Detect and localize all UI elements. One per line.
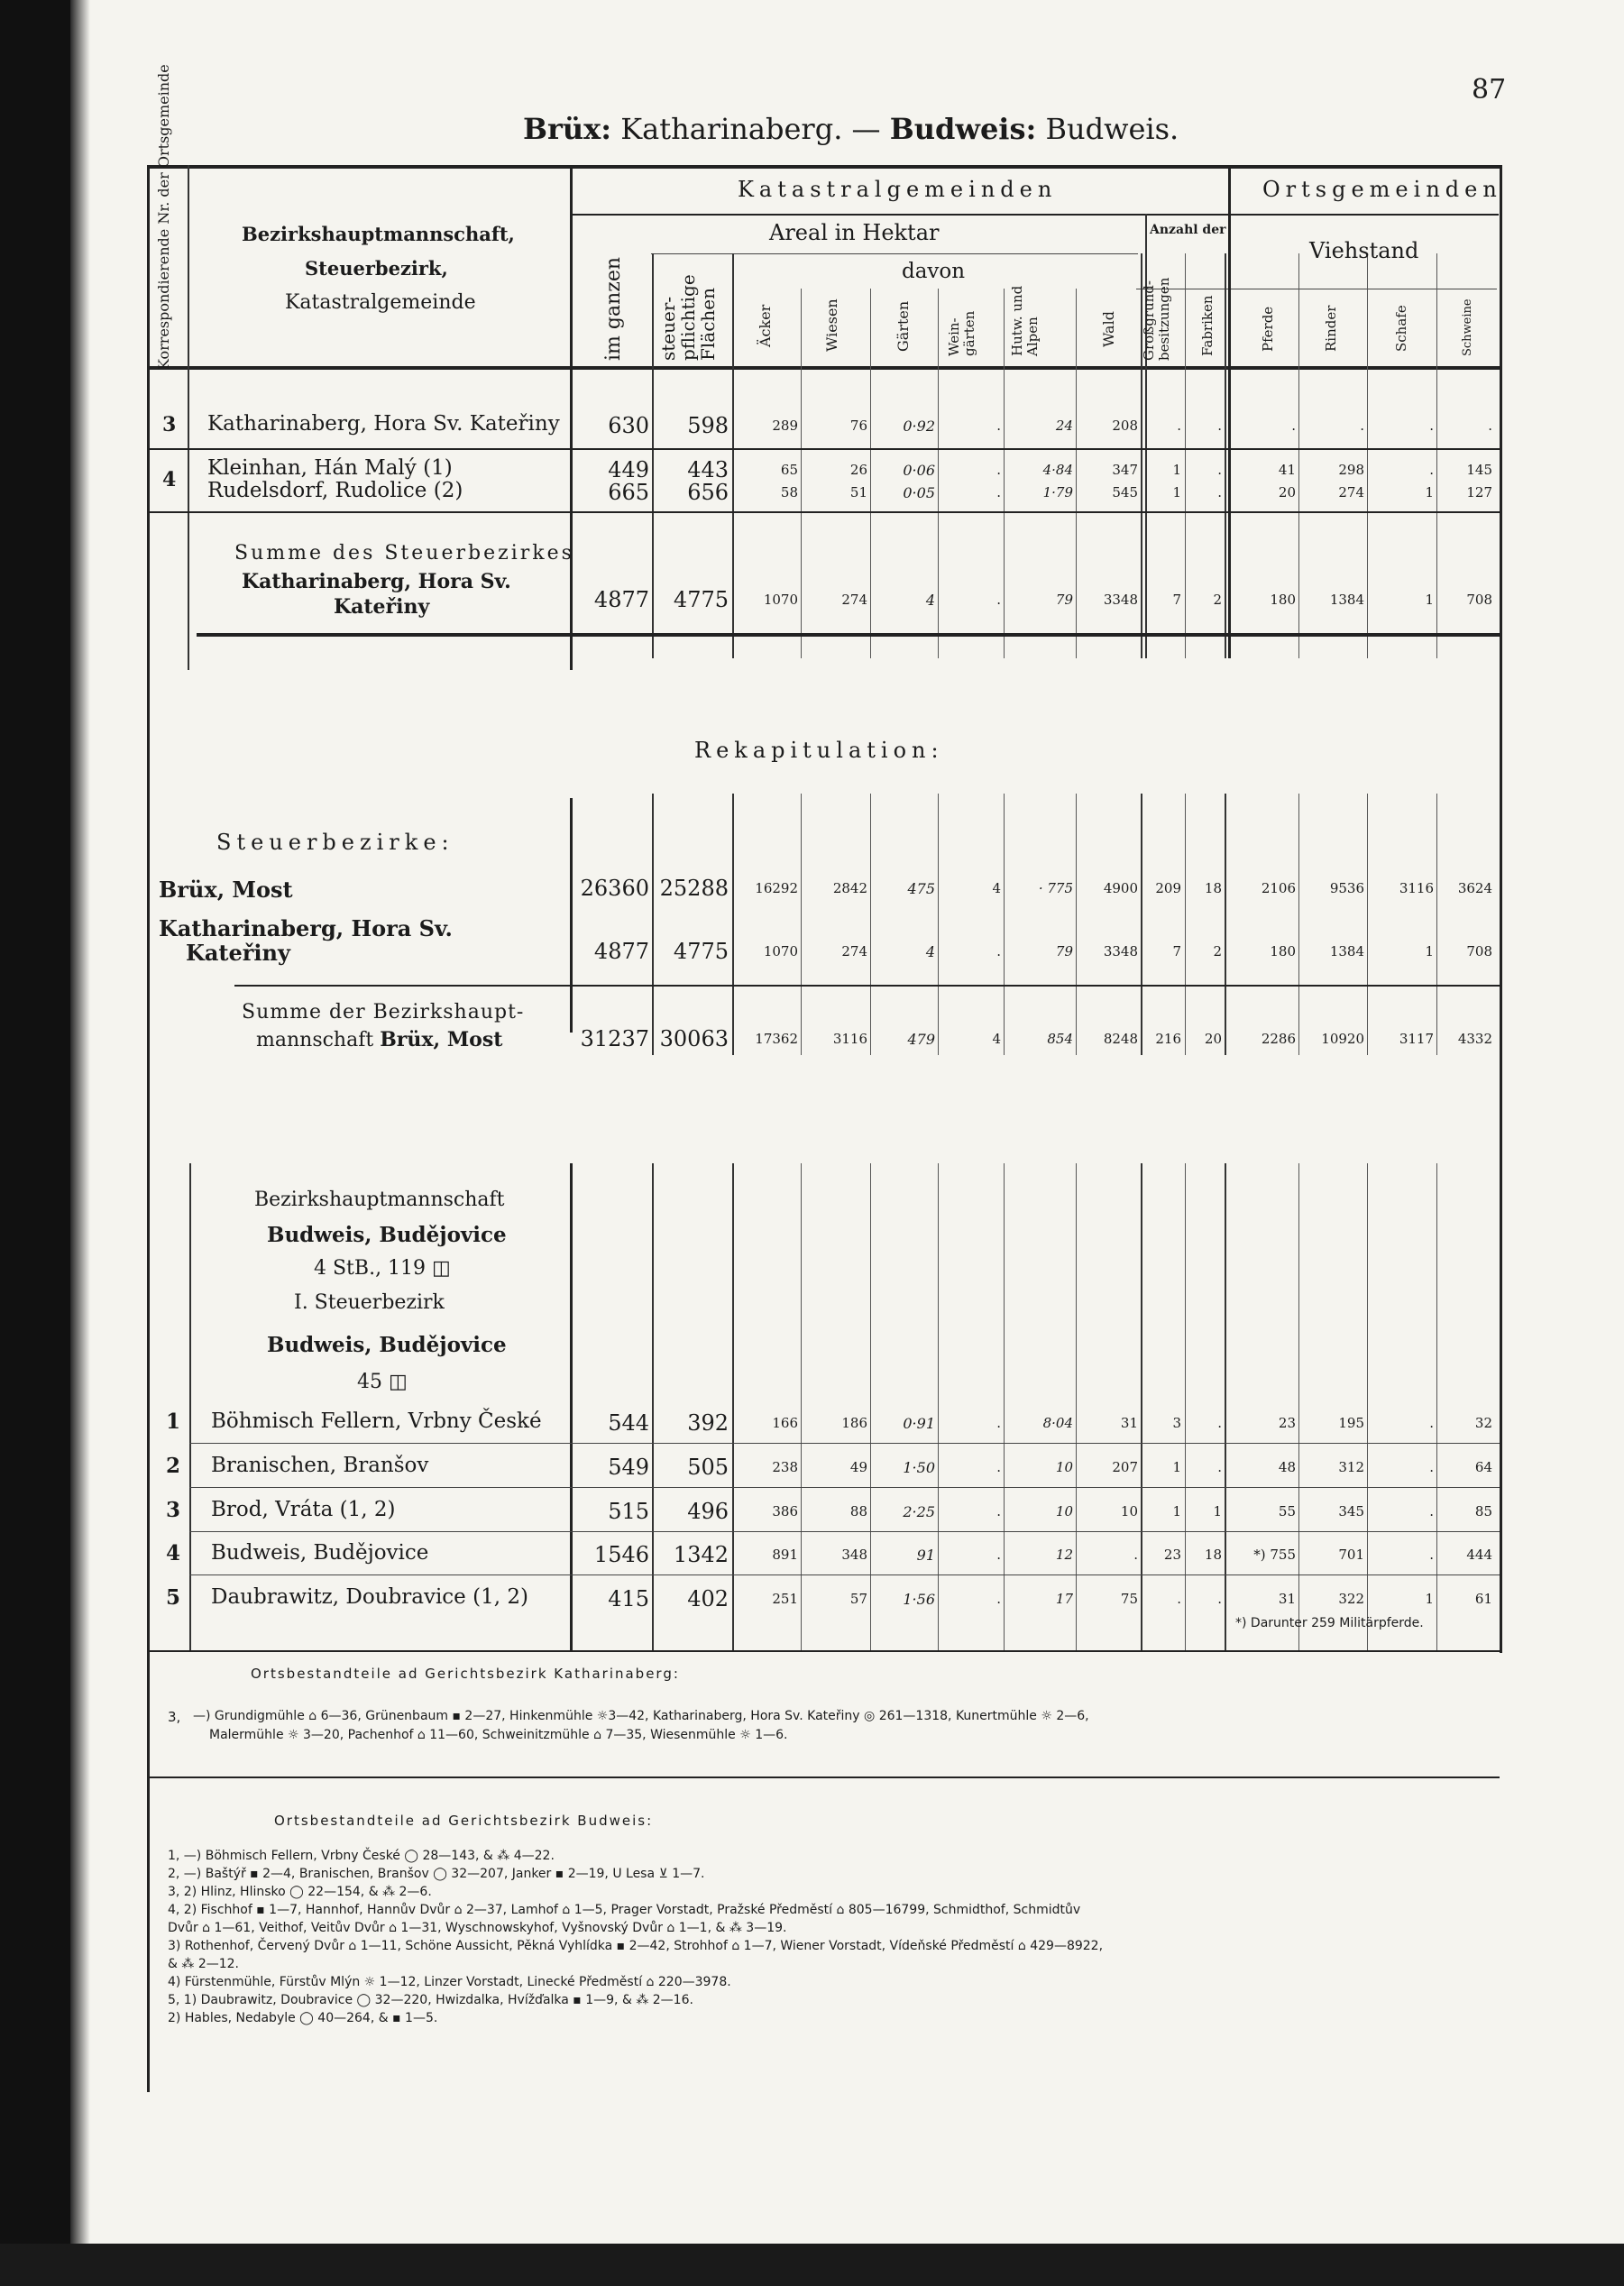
cell-schweine: 32 bbox=[1474, 1415, 1492, 1431]
cell-gaerten: 4 bbox=[925, 592, 935, 609]
cell-fab: 2 bbox=[1213, 943, 1222, 959]
column-line bbox=[1185, 1163, 1186, 1650]
budweis-l1: Bezirkshauptmannschaft bbox=[254, 1189, 505, 1211]
rekap-title: Rekapitulation: bbox=[694, 738, 944, 763]
cell-wiesen: 51 bbox=[849, 484, 867, 500]
scan-border bbox=[0, 2244, 1624, 2286]
cell-fab: 18 bbox=[1204, 880, 1222, 896]
column-line bbox=[1225, 1163, 1226, 1650]
cell-steuer: 1342 bbox=[673, 1542, 729, 1567]
column-line bbox=[1436, 253, 1437, 658]
cell-hutw: 8·04 bbox=[1042, 1415, 1073, 1431]
cell-rinder: 312 bbox=[1338, 1459, 1364, 1475]
cell-schafe: . bbox=[1429, 1415, 1434, 1431]
note-line: Dvůr ⌂ 1—61, Veithof, Veitův Dvůr ⌂ 1—31, Wyschnowskyhof, Vyšnovský Dvůr ⌂ 1—1, & ⁂ 3—19. bbox=[168, 1921, 787, 1935]
cell-gaerten: 2·25 bbox=[903, 1503, 935, 1520]
notes-k-l1: —) Grundigmühle ⌂ 6—36, Grünenbaum ▪ 2—27, Hinkenmühle ☼3—42, Katharinaberg, Hora Sv. Kateřiny ◎ 261—1318, Kunertmühle ☼ 2—6, bbox=[193, 1709, 1089, 1723]
cell-ganz: 4877 bbox=[593, 939, 649, 964]
rekap-sum-l2b: Brüx, Most bbox=[380, 1028, 503, 1051]
column-line bbox=[1004, 1163, 1005, 1650]
cell-acker: 16292 bbox=[755, 880, 798, 896]
cell-gaerten: 1·50 bbox=[903, 1459, 935, 1476]
header-rinder: Rinder bbox=[1323, 305, 1339, 352]
cell-pferde: 55 bbox=[1278, 1503, 1296, 1519]
cell-steuer: 392 bbox=[687, 1410, 729, 1436]
cell-gross: 1 bbox=[1172, 1459, 1181, 1475]
cell-ganz: 415 bbox=[608, 1586, 649, 1611]
cell-acker: 1070 bbox=[763, 943, 798, 959]
cell-ganz: 31237 bbox=[580, 1026, 649, 1051]
header-orts: Ortsgemeinden bbox=[1262, 177, 1502, 202]
cell-fab: . bbox=[1217, 1459, 1222, 1475]
row-line bbox=[189, 1487, 1500, 1488]
scan-edge bbox=[70, 0, 90, 2245]
column-line bbox=[1367, 794, 1368, 1055]
column-line bbox=[732, 1163, 734, 1650]
column-line bbox=[1228, 165, 1231, 658]
cell-fab: 18 bbox=[1204, 1547, 1222, 1563]
cell-ganz: 515 bbox=[608, 1499, 649, 1524]
cell-wein: . bbox=[996, 1503, 1001, 1519]
column-line bbox=[938, 1163, 939, 1650]
cell-schafe: . bbox=[1429, 1547, 1434, 1563]
cell-gross: 1 bbox=[1172, 484, 1181, 500]
column-line bbox=[1141, 1163, 1142, 1650]
cell-wiesen: 49 bbox=[849, 1459, 867, 1475]
row-name: Budweis, Budějovice bbox=[211, 1541, 429, 1565]
row-line bbox=[189, 1574, 1500, 1575]
row-line bbox=[189, 1443, 1500, 1444]
cell-wein: . bbox=[996, 943, 1001, 959]
cell-wiesen: 186 bbox=[841, 1415, 867, 1431]
column-line bbox=[938, 794, 939, 1055]
column-line bbox=[1367, 1163, 1368, 1650]
cell-schweine: 3624 bbox=[1457, 880, 1492, 896]
header-gross: Großgrund- besitzungen bbox=[1141, 277, 1172, 361]
notes-k-l2: Malermühle ☼ 3—20, Pachenhof ⌂ 11—60, Schweinitzmühle ⌂ 7—35, Wiesenmühle ☼ 1—6. bbox=[209, 1728, 788, 1742]
cell-pferde: 31 bbox=[1278, 1591, 1296, 1607]
cell-gaerten: 0·05 bbox=[903, 484, 935, 501]
row-number: 4 bbox=[162, 468, 177, 491]
cell-acker: 386 bbox=[772, 1503, 798, 1519]
cell-gross: 7 bbox=[1172, 592, 1181, 608]
cell-wald: 3348 bbox=[1103, 592, 1138, 608]
summe-steuer-l2: Katharinaberg, Hora Sv. bbox=[242, 570, 511, 593]
cell-pferde: 23 bbox=[1278, 1415, 1296, 1431]
cell-schweine: 145 bbox=[1466, 462, 1492, 478]
cell-gaerten: 475 bbox=[907, 880, 935, 897]
head-left-rest: Katharinaberg. bbox=[620, 112, 843, 146]
header-wein: Wein- gärten bbox=[946, 310, 977, 356]
running-head bbox=[523, 112, 1179, 146]
cell-rinder: 195 bbox=[1338, 1415, 1364, 1431]
cell-schweine: 64 bbox=[1474, 1459, 1492, 1475]
budweis-l2: Budweis, Budějovice bbox=[267, 1223, 507, 1247]
header-steuer: steuer- pflichtige Flächen bbox=[657, 274, 719, 361]
cell-ganz: 449 bbox=[608, 457, 649, 482]
cell-gaerten: 0·06 bbox=[903, 462, 935, 479]
cell-schweine: . bbox=[1488, 418, 1492, 434]
cell-gross: 1 bbox=[1172, 462, 1181, 478]
note-line: 1, —) Böhmisch Fellern, Vrbny České ◯ 28—143, & ⁂ 4—22. bbox=[168, 1849, 555, 1863]
cell-rinder: 9536 bbox=[1329, 880, 1364, 896]
cell-gaerten: 4 bbox=[925, 943, 935, 960]
note-line: 2, —) Baštýř ▪ 2—4, Branischen, Branšov ◯ 32—207, Janker ▪ 2—19, U Lesa ⊻ 1—7. bbox=[168, 1867, 705, 1881]
cell-wein: . bbox=[996, 462, 1001, 478]
cell-steuer: 25288 bbox=[659, 876, 729, 901]
column-line bbox=[1004, 794, 1005, 1055]
cell-schweine: 61 bbox=[1474, 1591, 1492, 1607]
cell-hutw: 24 bbox=[1055, 418, 1073, 434]
cell-acker: 17362 bbox=[755, 1031, 798, 1047]
note-line: 4, 2) Fischhof ▪ 1—7, Hannhof, Hannův Dvůr ⌂ 2—37, Lamhof ⌂ 1—5, Prager Vorstadt, Pražské Předměstí ⌂ 805—16799, Schmidthof, Schmidtův bbox=[168, 1903, 1081, 1917]
cell-schweine: 127 bbox=[1466, 484, 1492, 500]
cell-wiesen: 274 bbox=[841, 943, 867, 959]
row-name: Daubrawitz, Doubravice (1, 2) bbox=[211, 1585, 528, 1609]
column-line bbox=[1225, 794, 1226, 1055]
cell-steuer: 443 bbox=[687, 457, 729, 482]
cell-hutw: 10 bbox=[1055, 1503, 1073, 1519]
header-schafe: Schafe bbox=[1393, 305, 1409, 352]
column-line bbox=[870, 794, 871, 1055]
cell-schafe: 3117 bbox=[1399, 1031, 1434, 1047]
column-line bbox=[1367, 253, 1368, 658]
cell-hutw: 79 bbox=[1055, 592, 1073, 608]
head-left: Brüx: bbox=[523, 112, 612, 146]
cell-ganz: 665 bbox=[608, 480, 649, 505]
budweis-footnote: *) Darunter 259 Militärpferde. bbox=[1235, 1616, 1424, 1630]
cell-pferde: 41 bbox=[1278, 462, 1296, 478]
cell-wald: . bbox=[1133, 1547, 1138, 1563]
cell-wald: 207 bbox=[1112, 1459, 1138, 1475]
column-line bbox=[1298, 253, 1299, 658]
cell-rinder: . bbox=[1360, 418, 1364, 434]
cell-fab: 20 bbox=[1204, 1031, 1222, 1047]
cell-steuer: 505 bbox=[687, 1455, 729, 1480]
cell-ganz: 26360 bbox=[580, 876, 649, 901]
note-line: 3, 2) Hlinz, Hlinsko ◯ 22—154, & ⁂ 2—6. bbox=[168, 1885, 432, 1899]
column-line bbox=[801, 794, 802, 1055]
row-number: 3 bbox=[166, 1498, 181, 1522]
cell-wein: . bbox=[996, 484, 1001, 500]
header-name-3: Katastralgemeinde bbox=[285, 291, 476, 314]
cell-fab: . bbox=[1217, 462, 1222, 478]
cell-rinder: 298 bbox=[1338, 462, 1364, 478]
head-right: Budweis: bbox=[889, 112, 1037, 146]
note-line: 3) Rothenhof, Červený Dvůr ⌂ 1—11, Schöne Aussicht, Pěkná Vyhlídka ▪ 2—42, Strohhof ⌂ 1—7, Wiener Vorstadt, Vídeňské Předměstí ⌂ 429—8922, bbox=[168, 1939, 1104, 1953]
cell-steuer: 30063 bbox=[659, 1026, 729, 1051]
cell-gross: 216 bbox=[1155, 1031, 1181, 1047]
budweis-l4: I. Steuerbezirk bbox=[294, 1291, 445, 1314]
cell-acker: 238 bbox=[772, 1459, 798, 1475]
header-pferde: Pferde bbox=[1260, 306, 1276, 352]
cell-fab: . bbox=[1217, 1591, 1222, 1607]
cell-steuer: 4775 bbox=[673, 587, 729, 612]
cell-schweine: 708 bbox=[1466, 592, 1492, 608]
row-name: Kleinhan, Hán Malý (1) bbox=[207, 456, 453, 480]
cell-gaerten: 1·56 bbox=[903, 1591, 935, 1608]
header-acker: Äcker bbox=[757, 304, 774, 347]
row-name: Brod, Vráta (1, 2) bbox=[211, 1498, 396, 1521]
row-number: 2 bbox=[166, 1454, 181, 1478]
rekap-steuerbezirke: Steuerbezirke: bbox=[216, 830, 454, 855]
column-line bbox=[1436, 794, 1437, 1055]
cell-fab: . bbox=[1217, 418, 1222, 434]
cell-rinder: 322 bbox=[1338, 1591, 1364, 1607]
cell-wein: . bbox=[996, 1415, 1001, 1431]
cell-steuer: 598 bbox=[687, 413, 729, 438]
row-name: Katharinaberg, Hora Sv. Kateřiny bbox=[207, 412, 560, 436]
column-line bbox=[652, 1163, 654, 1650]
cell-gross: 209 bbox=[1155, 880, 1181, 896]
cell-ganz: 544 bbox=[608, 1410, 649, 1436]
head-right-rest: Budweis. bbox=[1045, 112, 1179, 146]
cell-wald: 208 bbox=[1112, 418, 1138, 434]
cell-schafe: . bbox=[1429, 418, 1434, 434]
row-number: 1 bbox=[166, 1409, 181, 1434]
cell-pferde: *) 755 bbox=[1253, 1547, 1296, 1563]
notes-k-num: 3, bbox=[168, 1709, 181, 1725]
header-katastral: Katastralgemeinden bbox=[738, 177, 1058, 202]
column-line bbox=[1004, 289, 1005, 658]
cell-gross: 3 bbox=[1172, 1415, 1181, 1431]
header-davon: davon bbox=[902, 260, 966, 283]
rekap-sum-l2 bbox=[256, 1028, 502, 1051]
cell-pferde: 180 bbox=[1270, 943, 1296, 959]
column-line bbox=[938, 289, 939, 658]
cell-schafe: . bbox=[1429, 462, 1434, 478]
cell-hutw: · 775 bbox=[1038, 880, 1073, 896]
header-im-ganzen: im ganzen bbox=[602, 256, 625, 361]
cell-schweine: 708 bbox=[1466, 943, 1492, 959]
row-number: 5 bbox=[166, 1585, 181, 1610]
page-number: 87 bbox=[1472, 74, 1507, 106]
cell-wein: . bbox=[996, 592, 1001, 608]
column-line bbox=[1141, 794, 1142, 1055]
cell-acker: 251 bbox=[772, 1591, 798, 1607]
cell-fab: 1 bbox=[1213, 1503, 1222, 1519]
cell-schafe: 1 bbox=[1425, 592, 1434, 608]
row-line bbox=[189, 1531, 1500, 1532]
column-line bbox=[652, 794, 654, 1055]
cell-fab: . bbox=[1217, 484, 1222, 500]
rekap-row2-l1: Katharinaberg, Hora Sv. bbox=[159, 915, 453, 941]
cell-wald: 545 bbox=[1112, 484, 1138, 500]
cell-wald: 4900 bbox=[1103, 880, 1138, 896]
row-name: Rudelsdorf, Rudolice (2) bbox=[207, 479, 463, 502]
cell-hutw: 79 bbox=[1055, 943, 1073, 959]
column-line bbox=[652, 253, 654, 658]
column-line bbox=[1225, 253, 1226, 658]
header-gaerten: Gärten bbox=[895, 300, 912, 352]
head-dash: — bbox=[851, 112, 881, 146]
cell-pferde: 20 bbox=[1278, 484, 1296, 500]
cell-ganz: 1546 bbox=[593, 1542, 649, 1567]
summe-steuer-l1: Summe des Steuerbezirkes bbox=[234, 542, 574, 565]
cell-gross: 7 bbox=[1172, 943, 1181, 959]
note-line: 2) Hables, Nedabyle ◯ 40—264, & ▪ 1—5. bbox=[168, 2011, 438, 2025]
column-line bbox=[870, 289, 871, 658]
cell-gross: 1 bbox=[1172, 1503, 1181, 1519]
cell-acker: 1070 bbox=[763, 592, 798, 608]
header-wald: Wald bbox=[1100, 311, 1117, 347]
budweis-l6: 45 ◫ bbox=[357, 1371, 408, 1393]
row-name: Böhmisch Fellern, Vrbny České bbox=[211, 1409, 542, 1433]
cell-hutw: 17 bbox=[1055, 1591, 1073, 1607]
column-line bbox=[1436, 1163, 1437, 1650]
cell-hutw: 4·84 bbox=[1042, 462, 1073, 478]
cell-acker: 289 bbox=[772, 418, 798, 434]
column-line bbox=[1076, 1163, 1077, 1650]
cell-wein: . bbox=[996, 1459, 1001, 1475]
column-line bbox=[1298, 794, 1299, 1055]
rekap-row1-name: Brüx, Most bbox=[159, 877, 293, 903]
header-viehstand: Viehstand bbox=[1309, 238, 1419, 263]
cell-wald: 3348 bbox=[1103, 943, 1138, 959]
cell-wald: 8248 bbox=[1103, 1031, 1138, 1047]
budweis-l5: Budweis, Budějovice bbox=[267, 1333, 507, 1357]
cell-rinder: 345 bbox=[1338, 1503, 1364, 1519]
header-name-2: Steuerbezirk, bbox=[305, 257, 448, 280]
cell-schafe: . bbox=[1429, 1459, 1434, 1475]
cell-wald: 75 bbox=[1120, 1591, 1138, 1607]
rekap-sum-l2a: mannschaft bbox=[256, 1029, 374, 1051]
cell-steuer: 402 bbox=[687, 1586, 729, 1611]
summe-steuer-l3: Kateřiny bbox=[334, 595, 430, 619]
cell-wein: 4 bbox=[992, 880, 1001, 896]
column-line bbox=[870, 1163, 871, 1650]
cell-wein: . bbox=[996, 1591, 1001, 1607]
cell-gaerten: 0·92 bbox=[903, 418, 935, 435]
column-line bbox=[801, 1163, 802, 1650]
cell-schafe: 1 bbox=[1425, 1591, 1434, 1607]
cell-hutw: 10 bbox=[1055, 1459, 1073, 1475]
row-name: Branischen, Branšov bbox=[211, 1454, 429, 1477]
cell-pferde: 2106 bbox=[1261, 880, 1296, 896]
cell-ganz: 549 bbox=[608, 1455, 649, 1480]
cell-wiesen: 57 bbox=[849, 1591, 867, 1607]
cell-schafe: 3116 bbox=[1399, 880, 1434, 896]
cell-wiesen: 274 bbox=[841, 592, 867, 608]
cell-wald: 10 bbox=[1120, 1503, 1138, 1519]
cell-fab: 2 bbox=[1213, 592, 1222, 608]
header-rownum: Korrespondierende Nr. der Ortsgemeinde bbox=[155, 64, 172, 370]
cell-acker: 166 bbox=[772, 1415, 798, 1431]
cell-rinder: 10920 bbox=[1321, 1031, 1364, 1047]
cell-wiesen: 88 bbox=[849, 1503, 867, 1519]
cell-pferde: 2286 bbox=[1261, 1031, 1296, 1047]
header-anzahl: Anzahl der bbox=[1150, 223, 1226, 237]
cell-gross: 23 bbox=[1163, 1547, 1181, 1563]
note-line: 4) Fürstenmühle, Fürstův Mlýn ☼ 1—12, Linzer Vorstadt, Linecké Předměstí ⌂ 220—3978. bbox=[168, 1975, 731, 1989]
cell-wiesen: 2842 bbox=[832, 880, 867, 896]
header-schweine: Schweine bbox=[1461, 298, 1474, 356]
cell-steuer: 4775 bbox=[673, 939, 729, 964]
cell-rinder: 1384 bbox=[1329, 592, 1364, 608]
cell-wald: 347 bbox=[1112, 462, 1138, 478]
cell-gaerten: 91 bbox=[916, 1547, 935, 1564]
cell-pferde: 48 bbox=[1278, 1459, 1296, 1475]
cell-wald: 31 bbox=[1120, 1415, 1138, 1431]
cell-wiesen: 3116 bbox=[832, 1031, 867, 1047]
cell-acker: 58 bbox=[780, 484, 798, 500]
row-number: 4 bbox=[166, 1541, 181, 1565]
column-line bbox=[732, 253, 734, 658]
cell-acker: 891 bbox=[772, 1547, 798, 1563]
cell-wiesen: 348 bbox=[841, 1547, 867, 1563]
header-areal: Areal in Hektar bbox=[769, 220, 940, 245]
note-line: & ⁂ 2—12. bbox=[168, 1957, 239, 1971]
cell-schweine: 444 bbox=[1466, 1547, 1492, 1563]
cell-wein: . bbox=[996, 418, 1001, 434]
budweis-l3: 4 StB., 119 ◫ bbox=[314, 1257, 451, 1280]
cell-hutw: 854 bbox=[1047, 1031, 1073, 1047]
header-name-1: Bezirkshauptmannschaft, bbox=[242, 223, 515, 245]
cell-ganz: 630 bbox=[608, 413, 649, 438]
column-line bbox=[732, 794, 734, 1055]
cell-wiesen: 26 bbox=[849, 462, 867, 478]
header-hutw: Hutw. und Alpen bbox=[1009, 285, 1041, 356]
cell-schweine: 85 bbox=[1474, 1503, 1492, 1519]
column-line bbox=[1298, 1163, 1299, 1650]
cell-fab: . bbox=[1217, 1415, 1222, 1431]
row-number: 3 bbox=[162, 413, 177, 436]
cell-schafe: 1 bbox=[1425, 484, 1434, 500]
cell-schweine: 4332 bbox=[1457, 1031, 1492, 1047]
column-line bbox=[1185, 794, 1186, 1055]
cell-rinder: 1384 bbox=[1329, 943, 1364, 959]
header-wiesen: Wiesen bbox=[823, 298, 840, 352]
cell-gaerten: 479 bbox=[907, 1031, 935, 1048]
cell-wiesen: 76 bbox=[849, 418, 867, 434]
cell-ganz: 4877 bbox=[593, 587, 649, 612]
column-line bbox=[1076, 289, 1077, 658]
cell-rinder: 701 bbox=[1338, 1547, 1364, 1563]
rekap-row2-l2: Kateřiny bbox=[186, 940, 290, 966]
column-line bbox=[1185, 253, 1186, 658]
cell-wein: . bbox=[996, 1547, 1001, 1563]
rekap-sum-l1: Summe der Bezirkshaupt- bbox=[242, 1001, 525, 1024]
cell-pferde: . bbox=[1291, 418, 1296, 434]
cell-rinder: 274 bbox=[1338, 484, 1364, 500]
cell-hutw: 1·79 bbox=[1042, 484, 1073, 500]
cell-acker: 65 bbox=[780, 462, 798, 478]
cell-gaerten: 0·91 bbox=[903, 1415, 935, 1432]
cell-gross: . bbox=[1177, 1591, 1181, 1607]
column-line bbox=[1076, 794, 1077, 1055]
cell-schafe: . bbox=[1429, 1503, 1434, 1519]
column-line bbox=[801, 289, 802, 658]
notes-k-title: Ortsbestandteile ad Gerichtsbezirk Katharinaberg: bbox=[251, 1666, 680, 1682]
cell-steuer: 656 bbox=[687, 480, 729, 505]
notes-b-title: Ortsbestandteile ad Gerichtsbezirk Budweis: bbox=[274, 1813, 654, 1829]
cell-steuer: 496 bbox=[687, 1499, 729, 1524]
cell-gross: . bbox=[1177, 418, 1181, 434]
cell-schafe: 1 bbox=[1425, 943, 1434, 959]
note-line: 5, 1) Daubrawitz, Doubravice ◯ 32—220, Hwizdalka, Hvížďalka ▪ 1—9, & ⁂ 2—16. bbox=[168, 1993, 693, 2007]
cell-hutw: 12 bbox=[1055, 1547, 1073, 1563]
cell-pferde: 180 bbox=[1270, 592, 1296, 608]
header-fabriken: Fabriken bbox=[1199, 295, 1216, 356]
cell-wein: 4 bbox=[992, 1031, 1001, 1047]
